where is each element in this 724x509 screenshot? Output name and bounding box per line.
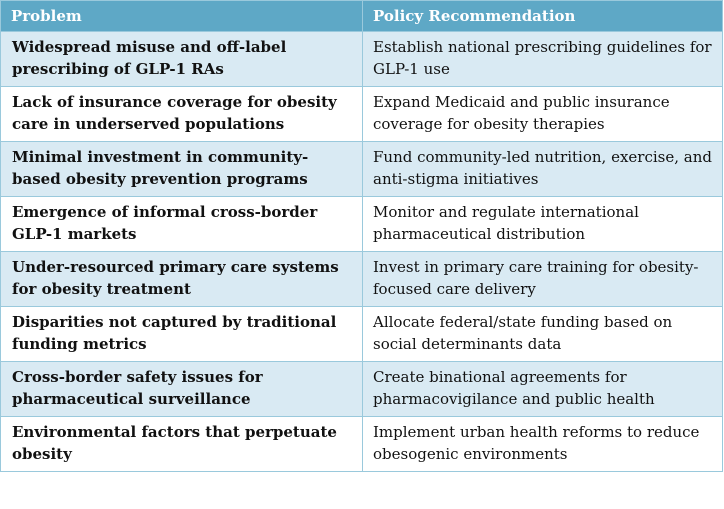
recommendation-cell: Create binational agreements for pharmacovigilance and public health (363, 362, 723, 417)
problem-cell: Minimal investment in community-based obesity prevention programs (1, 142, 363, 197)
problem-cell: Environmental factors that perpetuate obesity (1, 417, 363, 472)
table-row (1, 197, 723, 252)
recommendation-cell: Fund community-led nutrition, exercise, and anti-stigma initiatives (363, 142, 723, 197)
table-row (1, 32, 723, 87)
header-problem: Problem (1, 1, 363, 32)
table-row (1, 142, 723, 197)
table-row (1, 252, 723, 307)
problem-cell: Cross-border safety issues for pharmaceutical surveillance (1, 362, 363, 417)
recommendation-cell: Monitor and regulate international pharmaceutical distribution (363, 197, 723, 252)
problem-cell: Emergence of informal cross-border GLP-1 markets (1, 197, 363, 252)
problem-cell: Widespread misuse and off-label prescribing of GLP-1 RAs (1, 32, 363, 87)
recommendation-cell: Expand Medicaid and public insurance coverage for obesity therapies (363, 87, 723, 142)
table-row (1, 87, 723, 142)
header-policy-recommendation: Policy Recommendation (363, 1, 723, 32)
problem-cell: Lack of insurance coverage for obesity care in underserved populations (1, 87, 363, 142)
recommendation-cell: Invest in primary care training for obesity-focused care delivery (363, 252, 723, 307)
problem-cell: Under-resourced primary care systems for obesity treatment (1, 252, 363, 307)
table-row (1, 362, 723, 417)
table-row (1, 417, 723, 472)
table-row (1, 307, 723, 362)
recommendation-cell: Implement urban health reforms to reduce obesogenic environments (363, 417, 723, 472)
recommendation-cell: Allocate federal/state funding based on social determinants data (363, 307, 723, 362)
problem-cell: Disparities not captured by traditional funding metrics (1, 307, 363, 362)
table-header-row (1, 1, 723, 32)
recommendation-cell: Establish national prescribing guidelines for GLP-1 use (363, 32, 723, 87)
